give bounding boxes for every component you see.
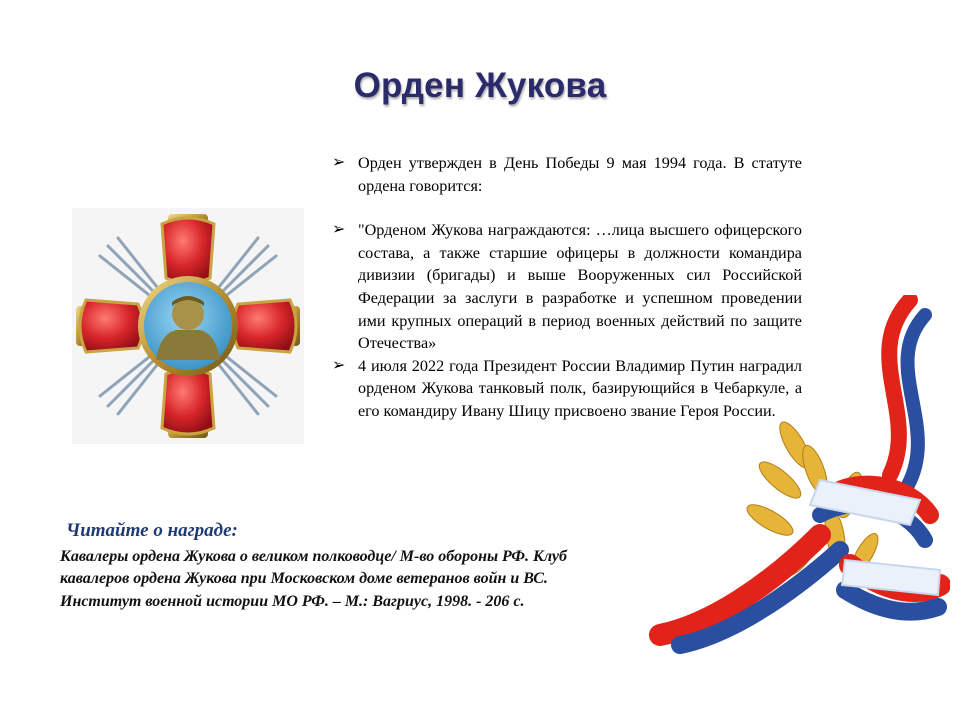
bullet-text: Орден утвержден в День Победы 9 мая 1994 года. В статуте ордена говорится: bbox=[358, 154, 802, 195]
slide-title: Орден Жукова bbox=[353, 66, 607, 105]
bullet-text: "Орденом Жукова награждаются: …лица высшего офицерского состава, а также старшие офицеры в должности командира дивизии (бригады) и выше Вооруженных сил Российской Федерации за заслуги в разработке и успешном проведении ими крупных операций в период военных действий по защите Отечества» bbox=[358, 221, 802, 353]
arrow-bullet-icon: ➢ bbox=[332, 221, 346, 239]
read-more-reference: Кавалеры ордена Жукова о великом полководце/ М-во обороны РФ. Клуб кавалеров ордена Жукова при Московском доме ветеранов войн и ВС. Институт военной истории МО РФ. – М.: Вагриус, 1998. - 206 с. bbox=[60, 548, 567, 610]
bullet-text: 4 июля 2022 года Президент России Владимир Путин наградил орденом Жукова танковый полк, базирующийся в Чебаркуле, а его командиру Ивану Шицу присвоено звание Героя России. bbox=[358, 356, 802, 420]
order-of-zhukov-medal-image bbox=[72, 208, 304, 444]
arrow-bullet-icon: ➢ bbox=[332, 154, 346, 171]
read-more-heading: Читайте о награде: bbox=[66, 520, 238, 541]
arrow-bullet-icon: ➢ bbox=[332, 356, 346, 374]
tricolor-ribbon-decoration bbox=[620, 295, 950, 665]
list-item bbox=[332, 152, 802, 197]
